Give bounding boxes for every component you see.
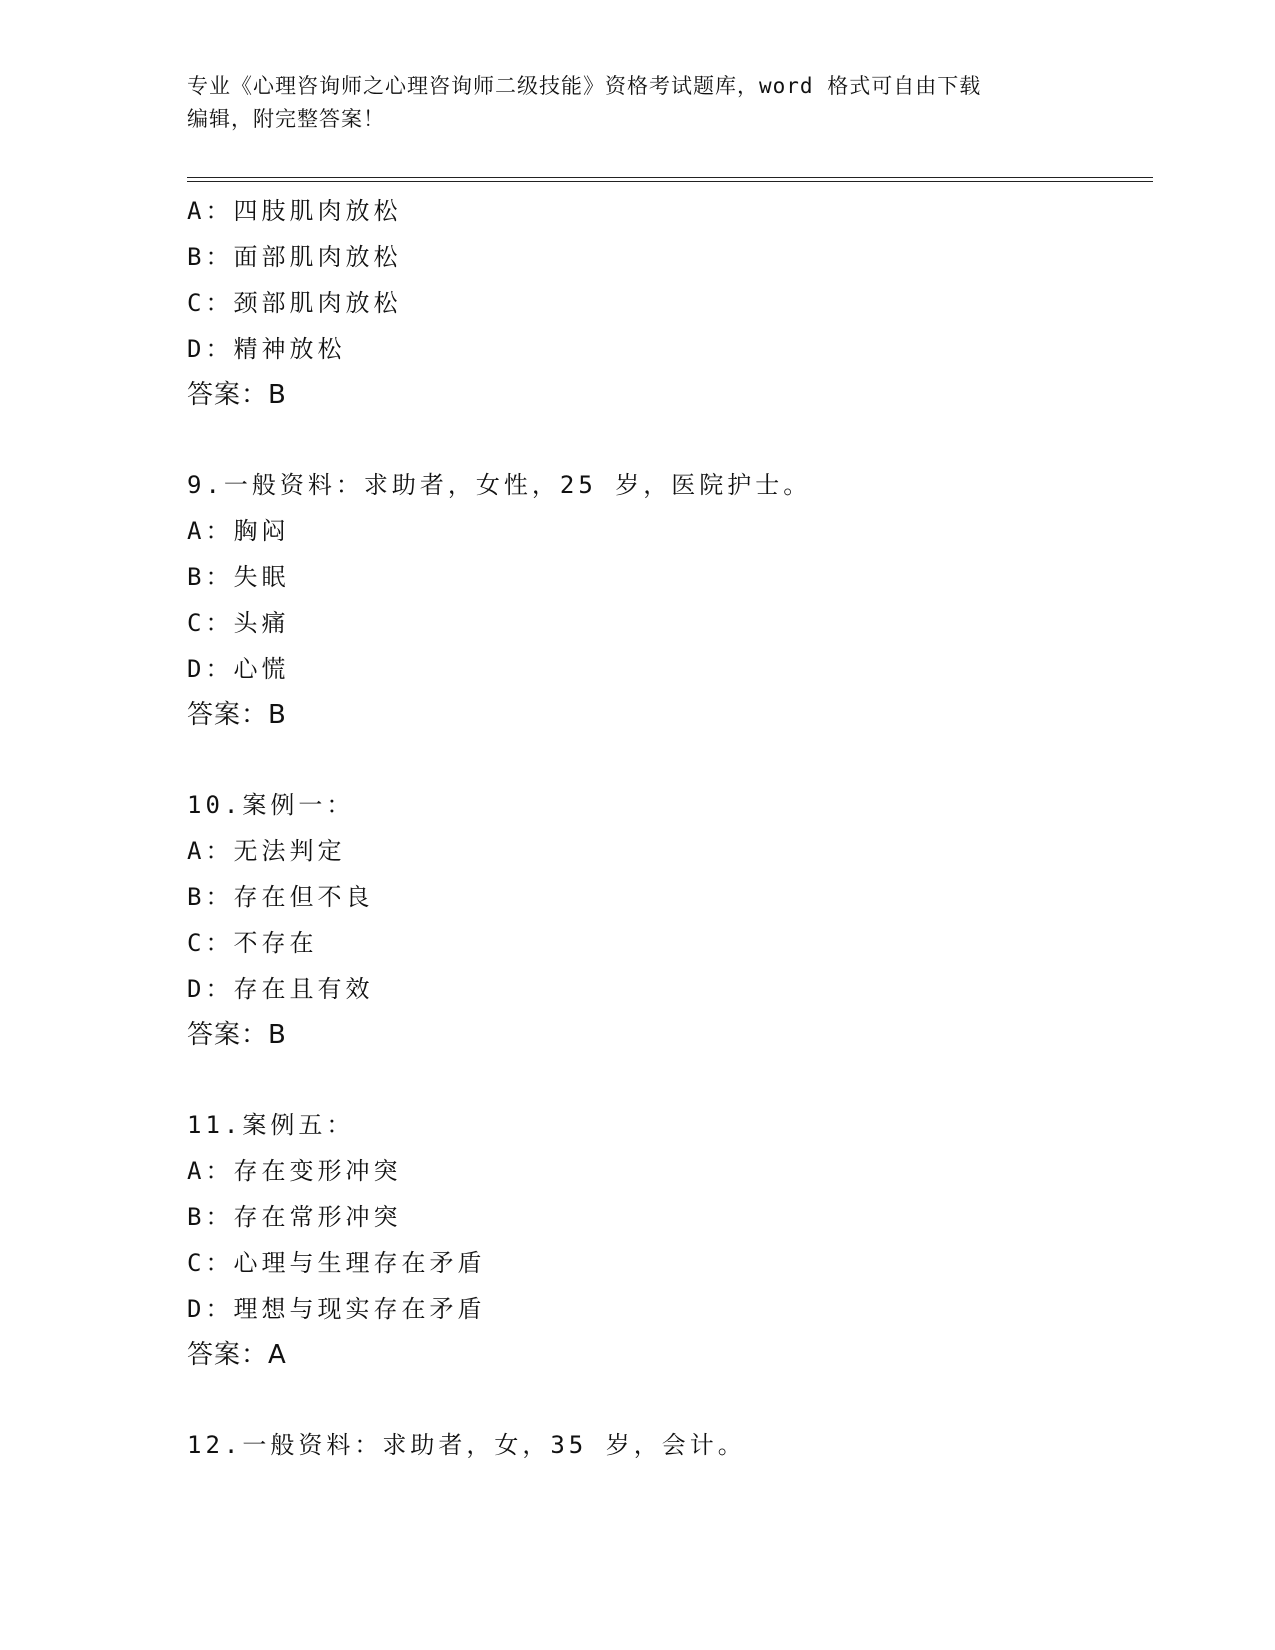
answer: 答案：A [187,1340,287,1370]
page-header [187,70,1087,136]
option-a: A：存在变形冲突 [187,1157,402,1185]
option-a: A：无法判定 [187,837,346,865]
header-divider-top [187,177,1153,178]
question-8 [187,188,1153,418]
option-b: B：面部肌肉放松 [187,243,402,271]
option-c: C：颈部肌肉放松 [187,289,402,317]
option-d: D：心慌 [187,655,290,683]
header-divider-bottom [187,181,1153,182]
spacer [187,418,1153,462]
option-d: D：存在且有效 [187,975,374,1003]
option-c: C：头痛 [187,609,290,637]
question-title: 9.一般资料：求助者，女性，25 岁，医院护士。 [187,471,812,499]
option-b: B：存在常形冲突 [187,1203,402,1231]
option-d: D：精神放松 [187,335,346,363]
question-title: 10.案例一： [187,791,355,819]
question-10 [187,782,1153,1058]
option-a: A：胸闷 [187,517,290,545]
spacer [187,738,1153,782]
question-title: 11.案例五： [187,1111,355,1139]
question-11 [187,1102,1153,1378]
option-c: C：心理与生理存在矛盾 [187,1249,486,1277]
header-line-1: 专业《心理咨询师之心理咨询师二级技能》资格考试题库，word 格式可自由下载 [187,74,982,98]
header-line-2: 编辑，附完整答案！ [187,107,385,131]
question-12 [187,1422,1153,1468]
answer: 答案：B [187,1020,287,1050]
spacer [187,1378,1153,1422]
answer: 答案：B [187,380,287,410]
option-b: B：失眠 [187,563,290,591]
question-title: 12.一般资料：求助者，女，35 岁，会计。 [187,1431,746,1459]
option-b: B：存在但不良 [187,883,374,911]
option-c: C：不存在 [187,929,318,957]
question-9 [187,462,1153,738]
answer: 答案：B [187,700,287,730]
question-list [187,188,1153,1468]
spacer [187,1058,1153,1102]
option-a: A：四肢肌肉放松 [187,197,402,225]
option-d: D：理想与现实存在矛盾 [187,1295,486,1323]
